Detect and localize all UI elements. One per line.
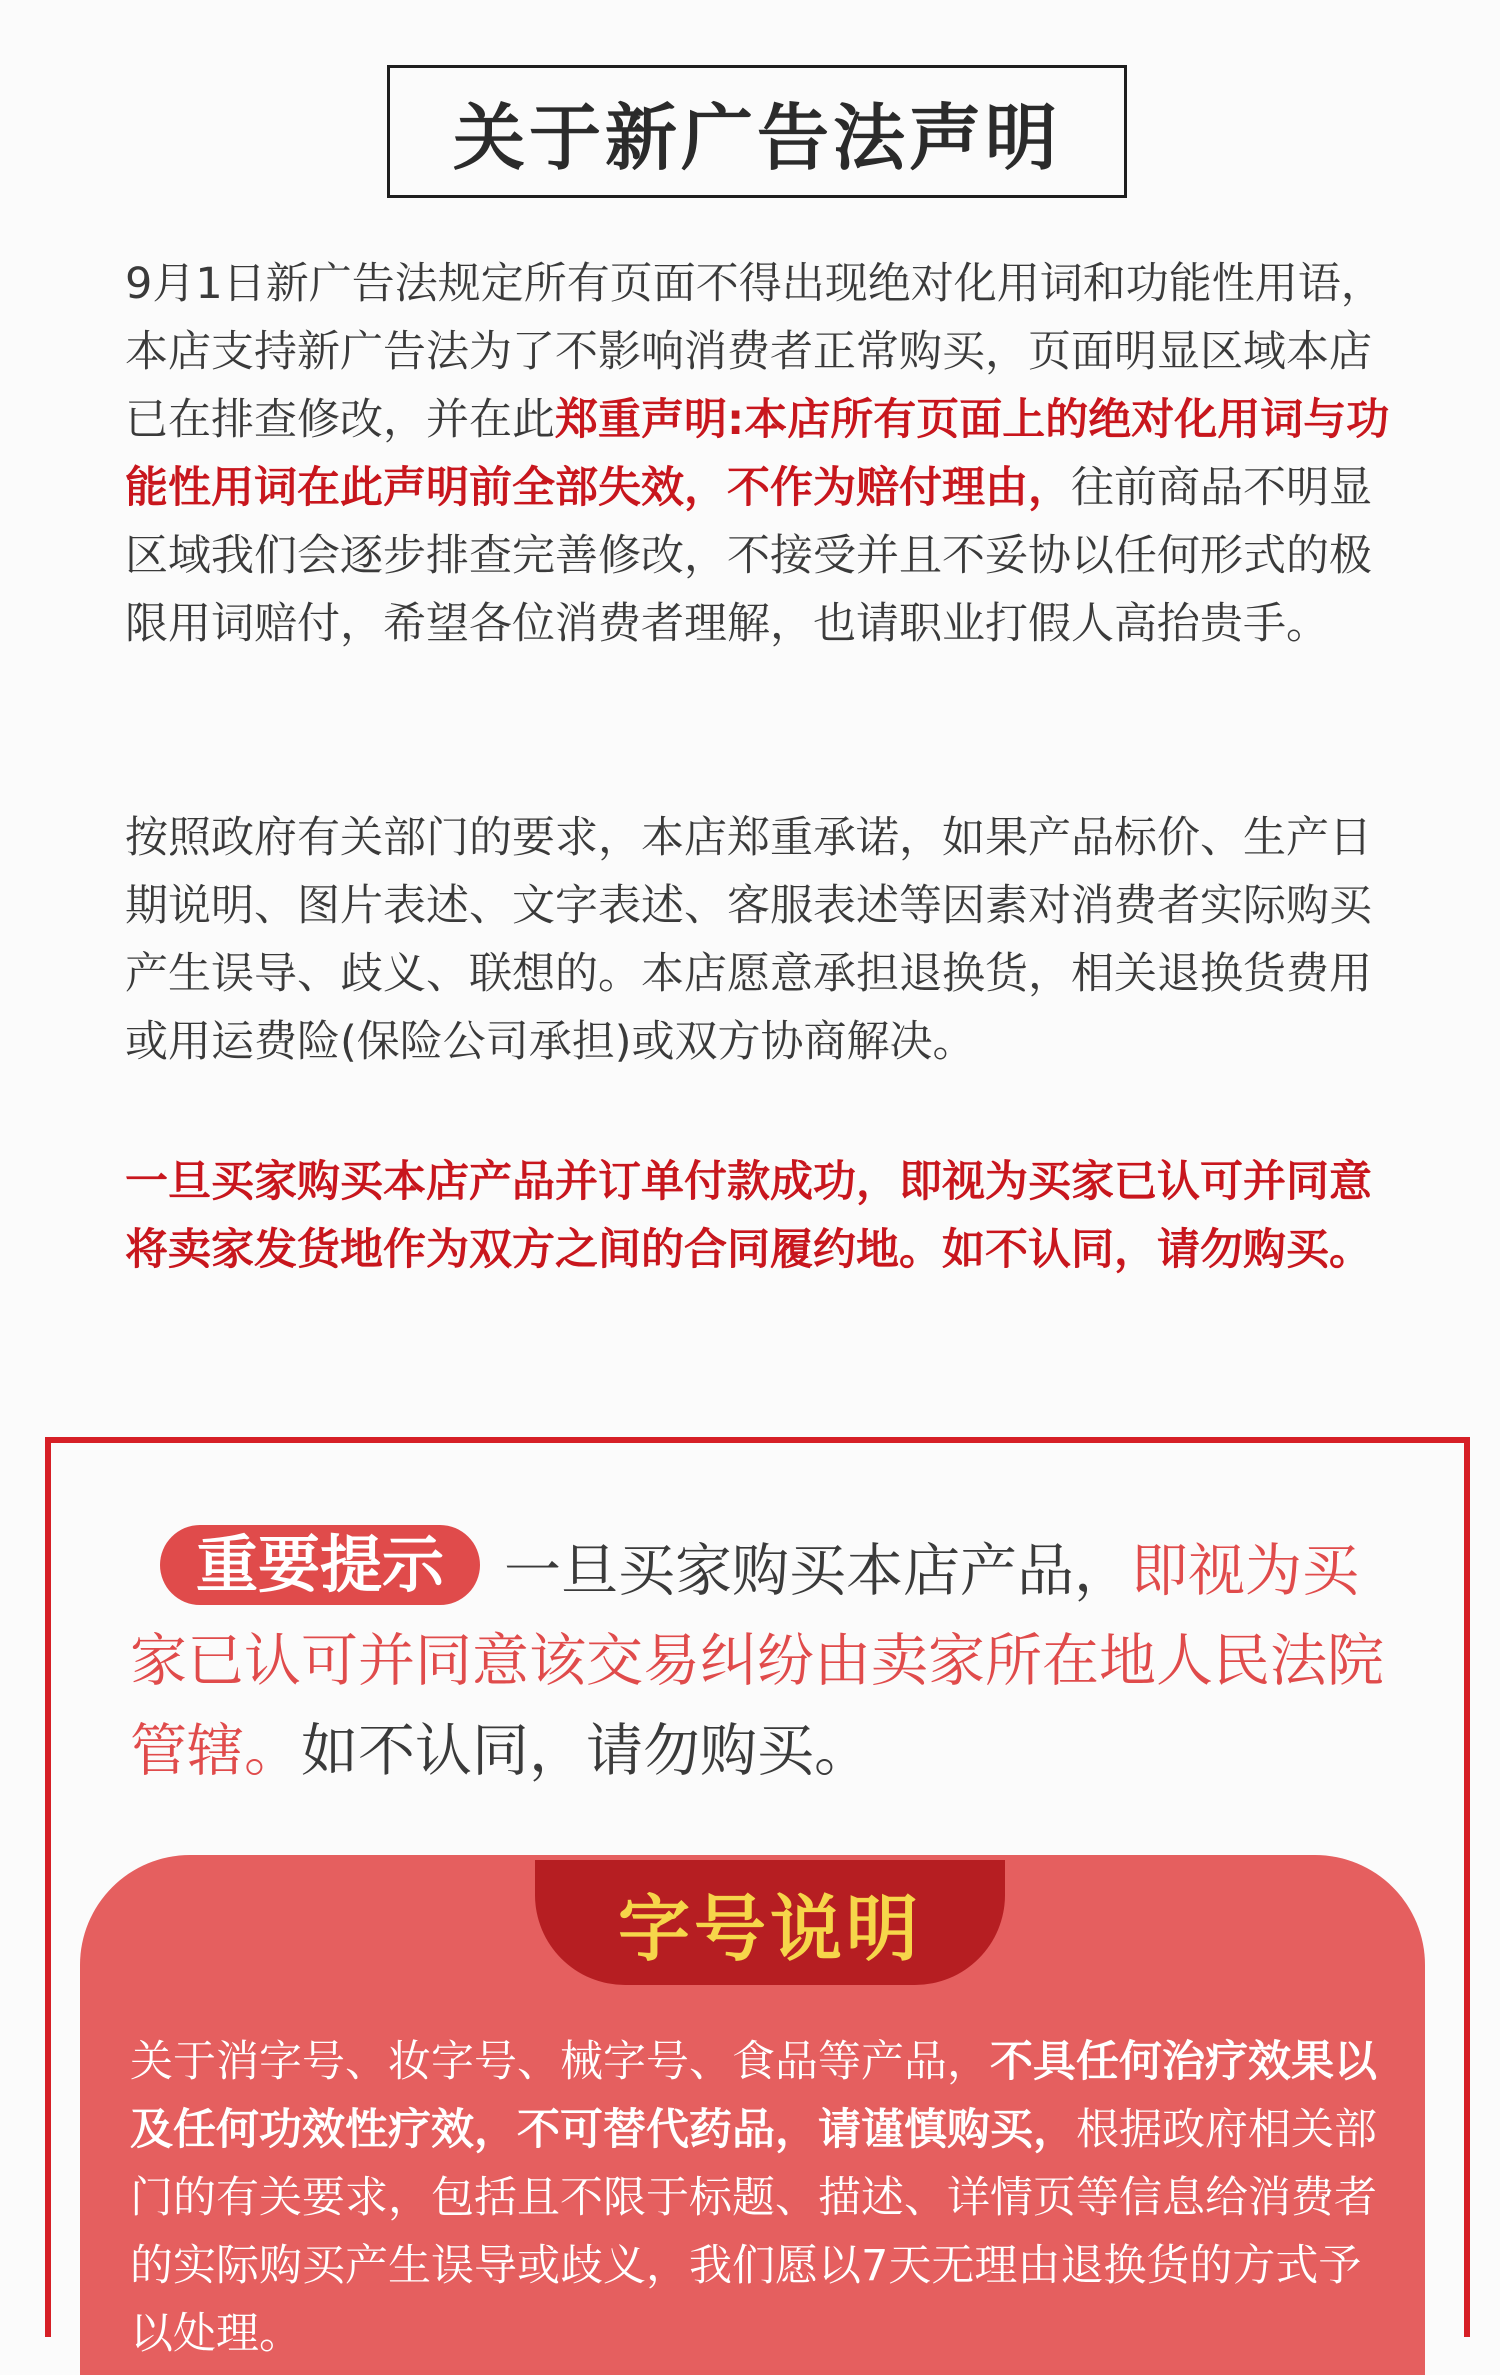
size-text-bold: 不具任何治疗效果以及任何功效性疗效，不可替代药品，请谨慎购买， [130, 2037, 1377, 2155]
important-notice-text [130, 1525, 1400, 1796]
declaration-text-1: 9月1日新广告法规定所有页面不得出现绝对化用词和功能性用语，本店支持新广告法为了不影响消费者正常购买，页面明显区域本店已在排查修改，并在此 [125, 259, 1384, 445]
contract-place-paragraph: 一旦买家购买本店产品并订单付款成功，即视为买家已认可并同意将卖家发货地作为双方之间的合同履约地。如不认同，请勿购买。 [125, 1157, 1372, 1275]
size-text-1: 关于消字号、妆字号、械字号、食品等产品， [130, 2037, 990, 2087]
declaration-paragraph [125, 250, 1395, 658]
declaration-highlight: 郑重声明:本店所有页面上的绝对化用词与功能性用词在此声明前全部失效，不作为赔付理由， [125, 395, 1390, 513]
commitment-paragraph: 按照政府有关部门的要求，本店郑重承诺，如果产品标价、生产日期说明、图片表述、文字表述、客服表述等因素对消费者实际购买产生误导、歧义、联想的。本店愿意承担退换货，相关退换货费用或用运费险(保险公司承担)或双方协商解决。 [125, 813, 1372, 1067]
size-explanation-text [130, 2028, 1400, 2368]
size-text-2: 根据政府相关部门的有关要求，包括且不限于标题、描述、详情页等信息给消费者的实际购买产生误导或歧义，我们愿以7天无理由退换货的方式予以处理。 [130, 2105, 1377, 2359]
notice-text-2: 如不认同，请勿购买。 [301, 1718, 871, 1784]
title-box [387, 65, 1127, 198]
size-explanation-heading: 字号说明 [617, 1886, 922, 1971]
size-explanation-tab [535, 1860, 1005, 1985]
notice-text-1: 一旦买家购买本店产品， [504, 1538, 1132, 1604]
important-notice-badge: 重要提示 [160, 1525, 480, 1605]
notice-highlight: 即视为买家已认可并同意该交易纠纷由卖家所在地人民法院管辖。 [130, 1538, 1384, 1784]
page-title: 关于新广告法声明 [452, 95, 1061, 180]
declaration-text-2: 往前商品不明显区域我们会逐步排查完善修改，不接受并且不妥协以任何形式的极限用词赔付，希望各位消费者理解，也请职业打假人高抬贵手。 [125, 463, 1372, 649]
